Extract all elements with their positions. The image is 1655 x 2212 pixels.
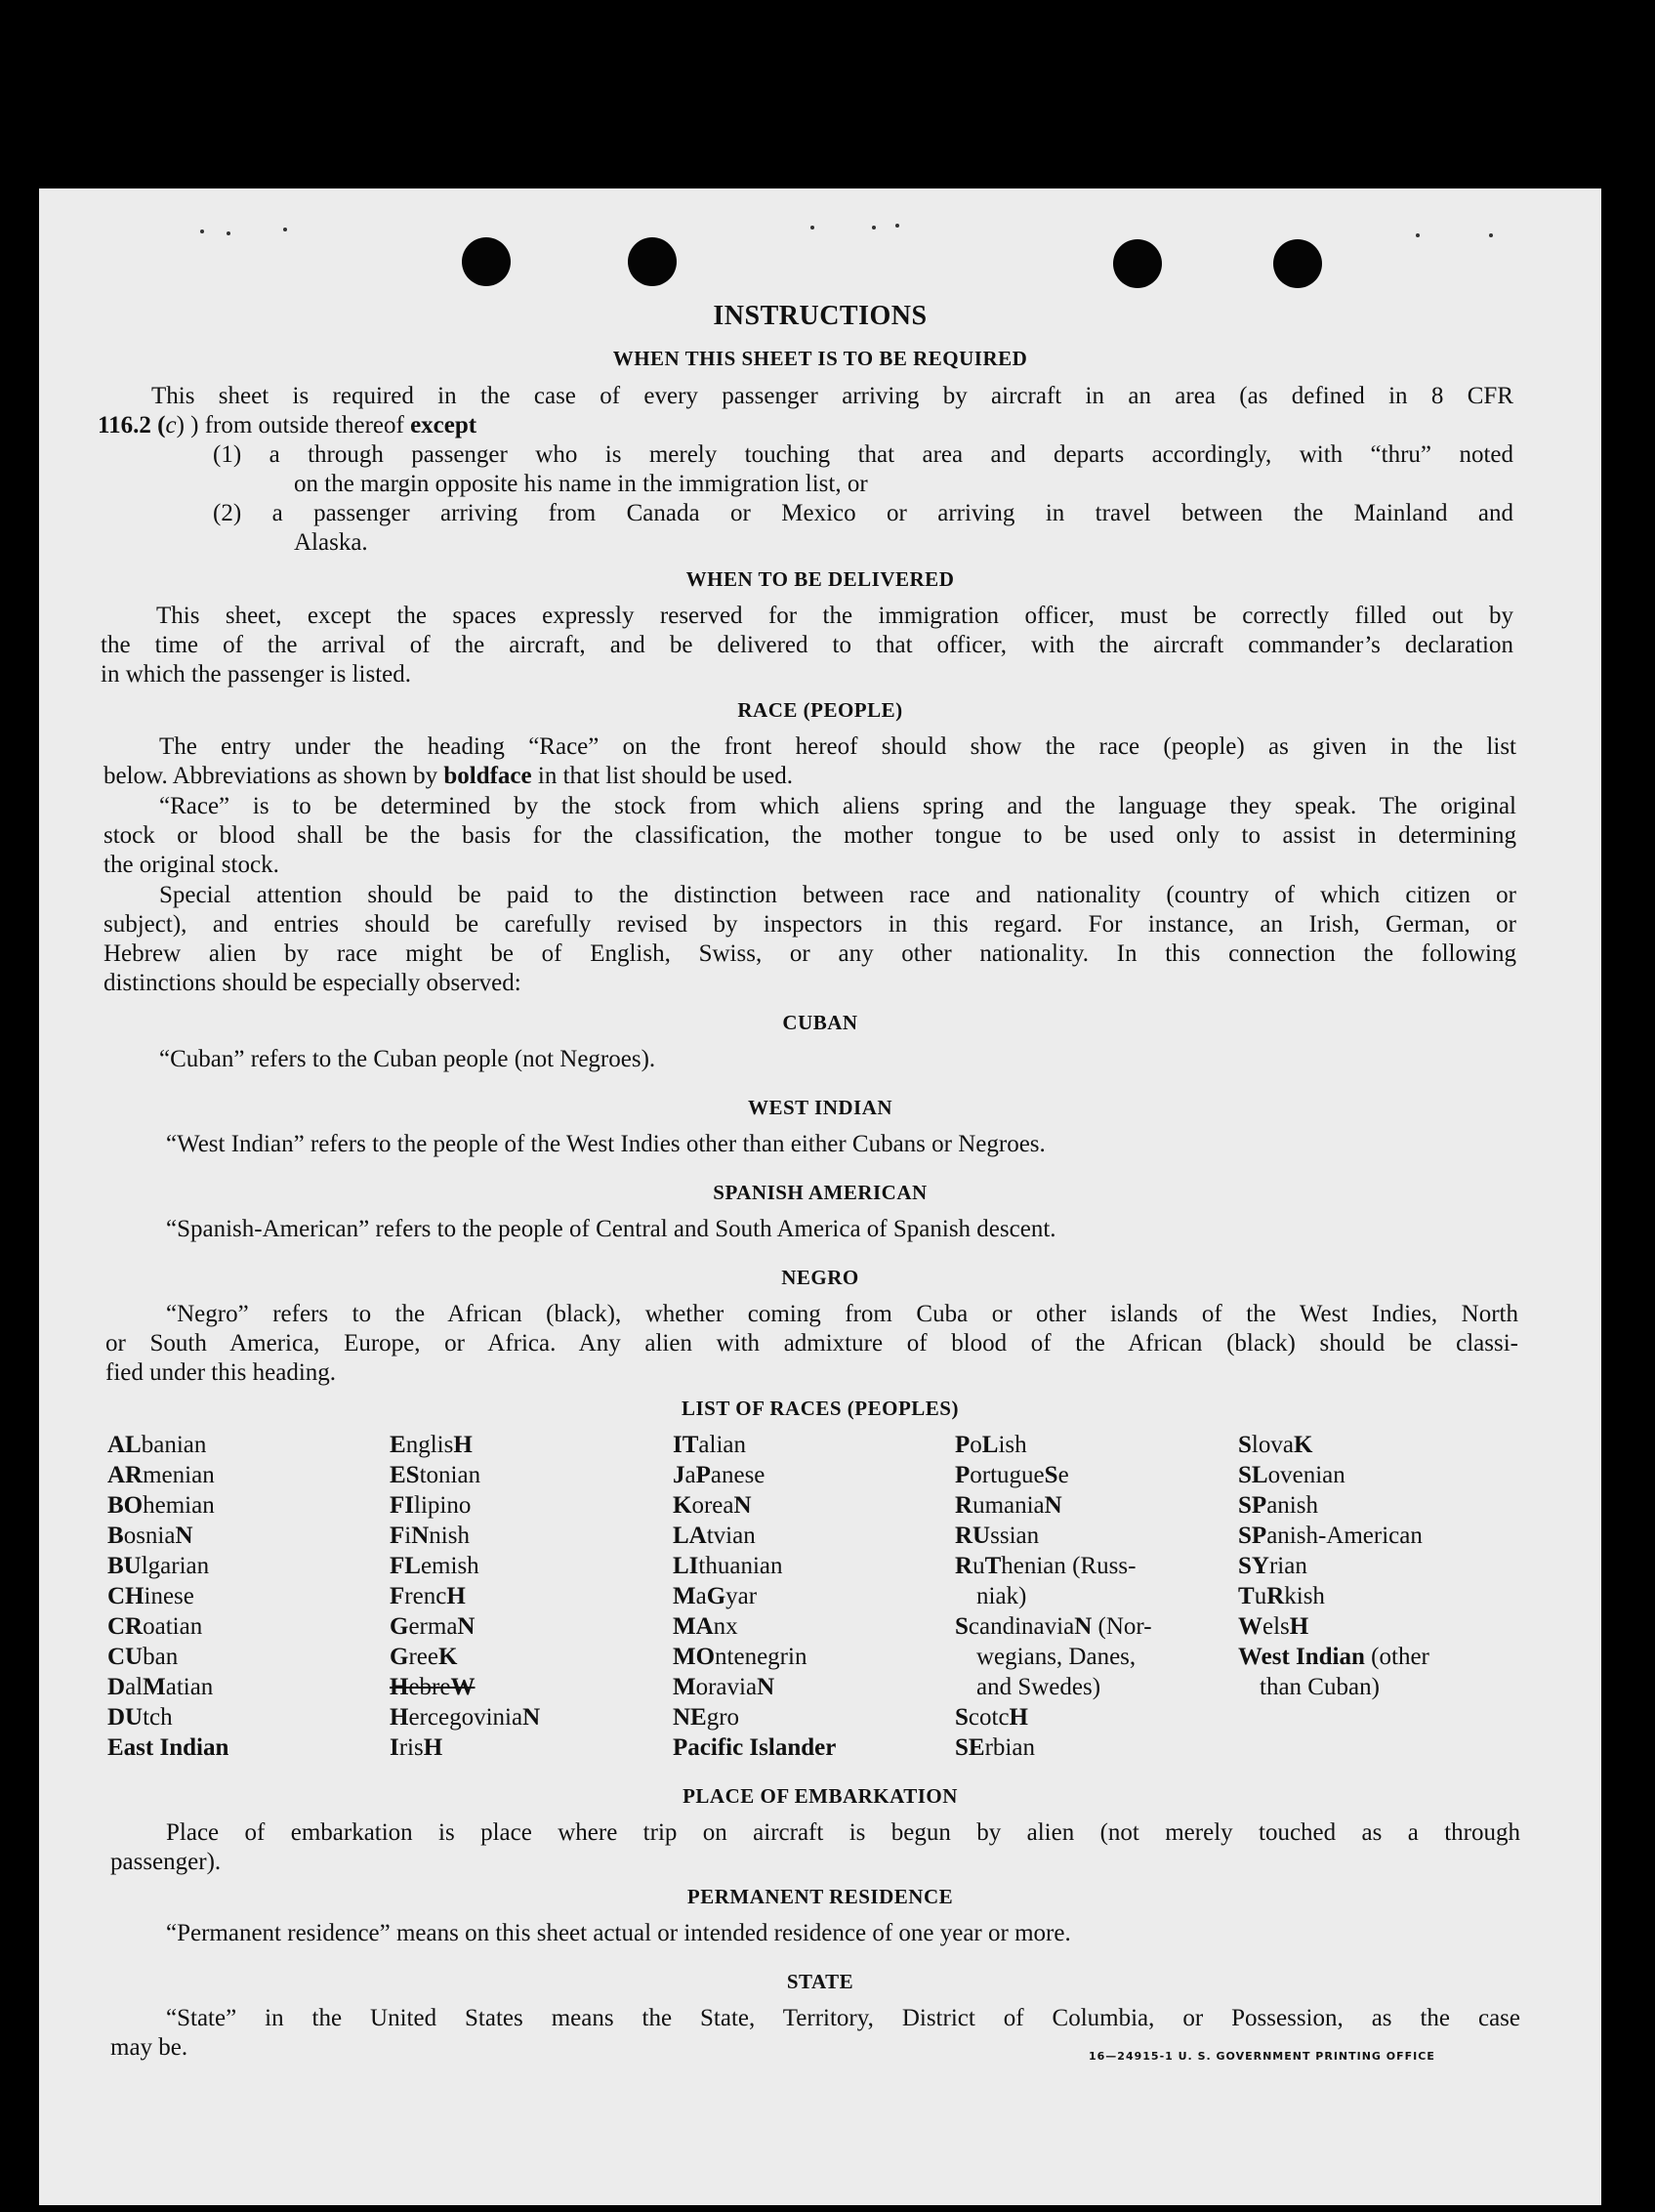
race-entry: SYrian	[1238, 1553, 1307, 1579]
text-line: below. Abbreviations as shown by boldface in that list should be used.	[103, 763, 793, 789]
text-line: (1) a through passenger who is merely touching that area and departs accordingly, with “thru” noted	[213, 441, 1513, 468]
race-entry: GermaN	[390, 1613, 476, 1640]
speck	[1489, 233, 1493, 237]
text-line: Hebrew alien by race might be of English, Swiss, or any other nationality. In this connection the following	[103, 940, 1516, 967]
race-entry: EnglisH	[390, 1432, 473, 1458]
heading-list-of-races: LIST OF RACES (PEOPLES)	[682, 1397, 959, 1420]
text-line: passenger).	[110, 1849, 222, 1875]
race-entry: SPanish-American	[1238, 1523, 1423, 1549]
race-entry: East Indian	[107, 1734, 229, 1761]
race-entry: SPanish	[1238, 1492, 1318, 1519]
heading-race: RACE (PEOPLE)	[737, 698, 903, 722]
speck	[810, 226, 814, 230]
race-entry: MaGyar	[673, 1583, 758, 1609]
speck	[283, 228, 287, 231]
heading-state: STATE	[786, 1970, 854, 1993]
text-line: This sheet, except the spaces expressly reserved for the immigration officer, must be correctly filled out by	[156, 603, 1513, 629]
race-entry: CHinese	[107, 1583, 194, 1609]
punch-hole	[1113, 239, 1162, 288]
heading-delivered: WHEN TO BE DELIVERED	[685, 567, 955, 591]
race-entry: FrencH	[390, 1583, 466, 1609]
text-line: “Race” is to be determined by the stock from which aliens spring and the language they speak. The original	[159, 793, 1516, 819]
race-entry: PortugueSe	[955, 1462, 1069, 1488]
heading-west-indian: WEST INDIAN	[747, 1096, 893, 1119]
race-entry: BosniaN	[107, 1523, 193, 1549]
punch-hole	[628, 237, 677, 286]
race-entry: JaPanese	[673, 1462, 765, 1488]
text-line: in which the passenger is listed.	[101, 661, 411, 688]
race-entry: DUtch	[107, 1704, 173, 1731]
text-line: distinctions should be especially observed:	[103, 970, 521, 996]
race-entry: SlovaK	[1238, 1432, 1313, 1458]
text-line: “State” in the United States means the State, Territory, District of Columbia, or Possession, as the case	[166, 2005, 1520, 2031]
text-line: The entry under the heading “Race” on the front hereof should show the race (people) as given in the list	[159, 733, 1516, 760]
race-entry: LAtvian	[673, 1523, 756, 1549]
heading-required: WHEN THIS SHEET IS TO BE REQUIRED	[612, 347, 1028, 370]
race-entry: ScandinaviaN (Nor-	[955, 1613, 1152, 1640]
punch-hole	[1273, 239, 1322, 288]
punch-hole	[462, 237, 511, 286]
heading-negro: NEGRO	[781, 1266, 859, 1289]
text-line: stock or blood shall be the basis for the classification, the mother tongue to be used only to assist in determining	[103, 822, 1516, 849]
race-entry: Pacific Islander	[673, 1734, 837, 1761]
race-entry: MAnx	[673, 1613, 738, 1640]
race-entry: FIlipino	[390, 1492, 472, 1519]
race-entry: TuRkish	[1238, 1583, 1325, 1609]
speck	[200, 230, 204, 233]
text-line: This sheet is required in the case of every passenger arriving by aircraft in an area (as defined in 8 CFR	[151, 383, 1513, 409]
race-entry: ALbanian	[107, 1432, 207, 1458]
heading-residence: PERMANENT RESIDENCE	[686, 1885, 954, 1908]
printing-office-footer: 16—24915-1 U. S. GOVERNMENT PRINTING OFFICE	[1089, 2050, 1435, 2063]
text-line: Special attention should be paid to the distinction between race and nationality (country of which citizen or	[159, 882, 1516, 908]
race-entry: MoraviaN	[673, 1674, 775, 1700]
race-entry: BUlgarian	[107, 1553, 210, 1579]
race-entry: RUssian	[955, 1523, 1040, 1549]
text-line: may be.	[110, 2034, 188, 2061]
text-line: (2) a passenger arriving from Canada or Mexico or arriving in travel between the Mainland and	[213, 500, 1513, 526]
race-entry: HebreW	[390, 1674, 476, 1700]
race-entry: West Indian (other	[1238, 1644, 1429, 1670]
text-line: “Negro” refers to the African (black), whether coming from Cuba or other islands of the West Indies, North	[166, 1301, 1518, 1327]
race-entry: MOntenegrin	[673, 1644, 807, 1670]
race-entry: HercegoviniaN	[390, 1704, 541, 1731]
race-entry: ScotcH	[955, 1704, 1028, 1731]
race-entry: BOhemian	[107, 1492, 215, 1519]
text-line: subject), and entries should be carefully revised by inspectors in this regard. For instance, an Irish, German, or	[103, 911, 1516, 938]
text-line: Alaska.	[294, 529, 368, 556]
race-entry: wegians, Danes,	[976, 1644, 1137, 1670]
race-entry: EStonian	[390, 1462, 481, 1488]
speck	[872, 226, 876, 230]
text-line: 116.2 (c) ) from outside thereof except	[98, 412, 477, 438]
heading-spanish-american: SPANISH AMERICAN	[713, 1181, 928, 1204]
race-entry: PoLish	[955, 1432, 1027, 1458]
text-line: or South America, Europe, or Africa. Any alien with admixture of blood of the African (black) should be classi-	[105, 1330, 1518, 1356]
text-line: the original stock.	[103, 852, 279, 878]
speck	[895, 224, 899, 228]
text-line: “West Indian” refers to the people of the West Indies other than either Cubans or Negroes.	[166, 1131, 1046, 1157]
race-entry: NEgro	[673, 1704, 740, 1731]
race-entry: FiNnish	[390, 1523, 470, 1549]
text-line: Place of embarkation is place where trip on aircraft is begun by alien (not merely touched as a through	[166, 1819, 1520, 1846]
page-title: INSTRUCTIONS	[713, 301, 928, 331]
race-entry: CRoatian	[107, 1613, 203, 1640]
text-line: “Permanent residence” means on this sheet actual or intended residence of one year or more.	[166, 1920, 1071, 1946]
race-entry: RuThenian (Russ-	[955, 1553, 1137, 1579]
race-entry: WelsH	[1238, 1613, 1309, 1640]
race-entry: than Cuban)	[1260, 1674, 1380, 1700]
heading-cuban: CUBAN	[782, 1011, 858, 1034]
race-entry: IrisH	[390, 1734, 443, 1761]
race-entry: SErbian	[955, 1734, 1035, 1761]
heading-embarkation: PLACE OF EMBARKATION	[683, 1784, 958, 1808]
text-line: fied under this heading.	[105, 1359, 337, 1386]
race-entry: SLovenian	[1238, 1462, 1345, 1488]
text-line: on the margin opposite his name in the immigration list, or	[294, 471, 868, 497]
text-line: “Cuban” refers to the Cuban people (not Negroes).	[159, 1046, 656, 1072]
race-entry: and Swedes)	[976, 1674, 1101, 1700]
race-entry: ITalian	[673, 1432, 746, 1458]
race-entry: GreeK	[390, 1644, 458, 1670]
race-entry: niak)	[976, 1583, 1027, 1609]
race-entry: LIthuanian	[673, 1553, 783, 1579]
speck	[1416, 233, 1420, 237]
race-entry: KoreaN	[673, 1492, 752, 1519]
race-entry: DalMatian	[107, 1674, 214, 1700]
race-entry: CUban	[107, 1644, 179, 1670]
race-entry: FLemish	[390, 1553, 479, 1579]
text-line: the time of the arrival of the aircraft, and be delivered to that officer, with the aircraft commander’s declaration	[101, 632, 1513, 658]
race-entry: ARmenian	[107, 1462, 215, 1488]
race-entry: RumaniaN	[955, 1492, 1062, 1519]
document-sheet	[39, 188, 1601, 2205]
text-line: “Spanish-American” refers to the people of Central and South America of Spanish descent.	[166, 1216, 1056, 1242]
speck	[227, 231, 230, 235]
